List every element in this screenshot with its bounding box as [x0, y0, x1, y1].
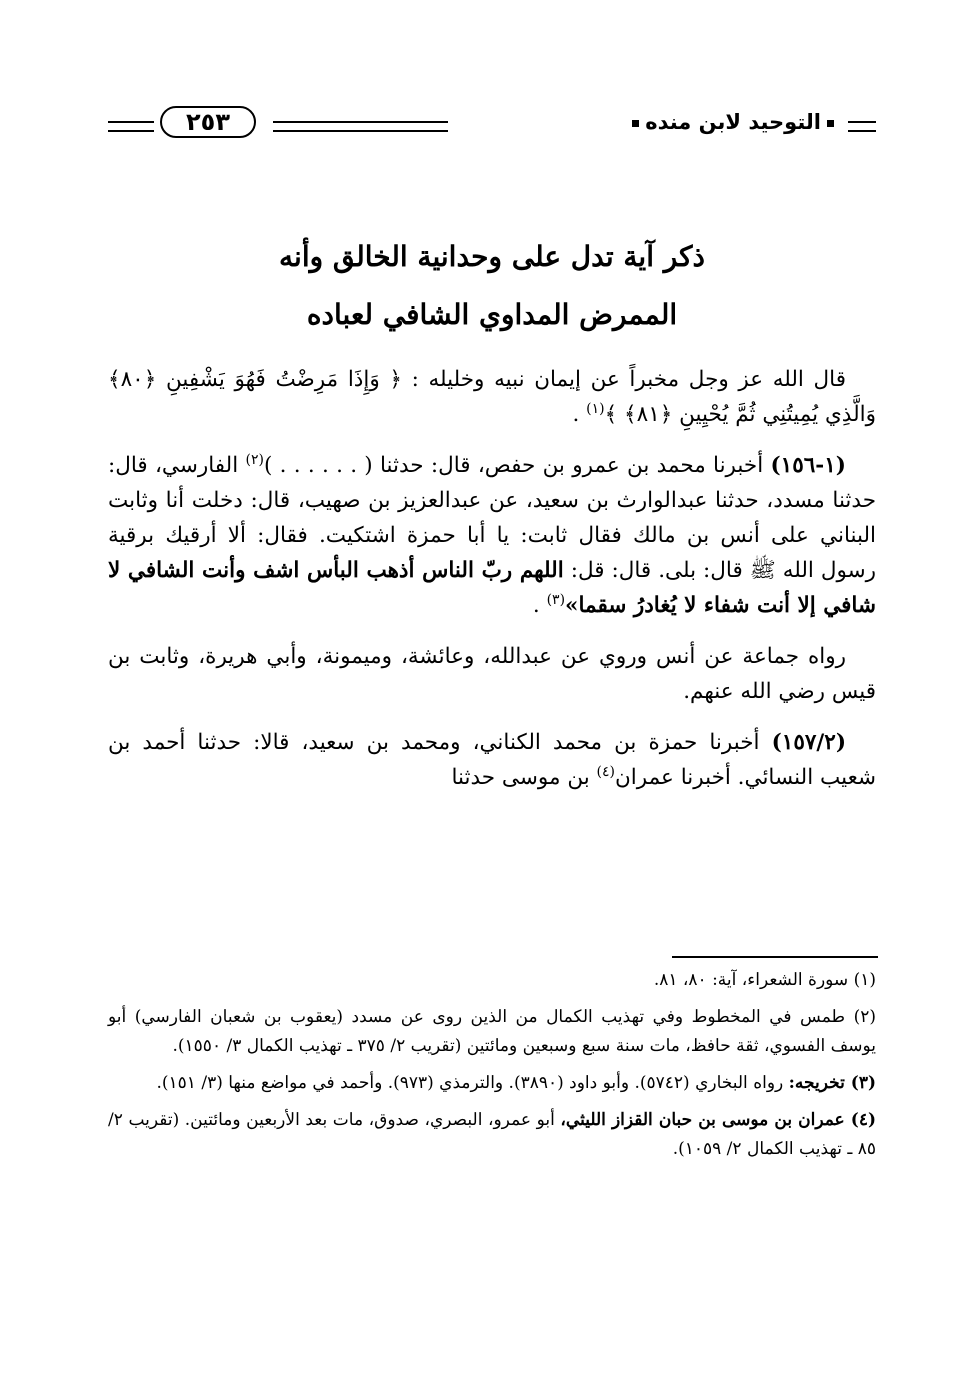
- footnotes: [108, 966, 876, 1172]
- footnote-1: (١) سورة الشعراء، آية: ٨٠، ٨١.: [653, 970, 876, 990]
- footnote-4: [108, 1106, 876, 1164]
- footnote-ref-3: (٣): [546, 591, 566, 608]
- hadith-number-157: (١٥٧/٢): [771, 730, 846, 755]
- footnote-ref-2: (٢): [245, 451, 264, 468]
- footnote-4-label: (٤) عمران بن موسى بن حبان القزاز الليثي،: [560, 1110, 877, 1130]
- intro-end: .: [572, 402, 587, 427]
- book-title: التوحيد لابن منده: [645, 110, 821, 134]
- footnote-2: (٢) طمس في المخطوط وفي تهذيب الكمال من الذين روى عن مسدد (يعقوب بن شعبان الفارسي) أبو يوسف الفسوي، ثقة حافظ، مات سنة سبع وسبعين ومائتين (تقريب ٢/ ٣٧٥ ـ تهذيب الكمال ٣/ ١٥٥٠).: [108, 1007, 876, 1056]
- chapter-title-line-1: ذكر آية تدل على وحدانية الخالق وأنه: [279, 240, 705, 273]
- footnote-3-text: رواه البخاري (٥٧٤٢). وأبو داود (٣٨٩٠). والترمذي (٩٧٣). وأحمد في مواضع منها (٣/ ١٥١).: [156, 1073, 789, 1093]
- footnote-ref-4: (٤): [596, 763, 615, 780]
- intro-text: قال الله عز وجل مخبراً عن إيمان نبيه وخليله : ﴿ وَإِذَا مَرِضْتُ فَهُوَ يَشْفِينِ ﴿٨٠﴾ وَالَّذِي يُمِيتُنِي ثُمَّ يُحْيِينِ ﴿٨١﴾ ﴾: [108, 367, 876, 427]
- hadith-number-156: (١-١٥٦): [770, 453, 846, 478]
- header-rule-left: [108, 121, 154, 132]
- hadith-156-end: .: [532, 593, 547, 618]
- hadith-156: [108, 448, 876, 623]
- footnote-4-text: أبو عمرو، البصري، صدوق، مات بعد الأربعين ومائتين. (تقريب ٢/ ٨٥ ـ تهذيب الكمال ٢/ ١٠٥٩).: [108, 1110, 876, 1159]
- narrators-paragraph: رواه جماعة عن أنس وروي عن عبدالله، وعائشة، وميمونة، وأبي هريرة، وثابت بن قيس رضي الله عنهم.: [108, 644, 876, 704]
- page-number: ٢٥٣: [160, 106, 256, 138]
- chapter-title-line-2: الممرض المداوي الشافي لعباده: [306, 298, 678, 331]
- intro-paragraph: [108, 362, 876, 432]
- square-bullet-icon: [632, 120, 639, 127]
- hadith-157-text-a: أخبرنا حمزة بن محمد الكناني، ومحمد بن سعيد، قالا: حدثنا أحمد بن شعيب النسائي. أخبرنا عمران: [108, 730, 876, 790]
- chapter-title: [108, 228, 876, 344]
- hadith-156-text-b: الفارسي، قال: حدثنا مسدد، حدثنا عبدالوارث بن سعيد، عن عبدالعزيز بن صهيب، قال: دخلت أنا وثابت البناني على أنس بن مالك فقال ثابت: يا أبا حمزة اشتكيت. فقال: ألا أرقيك برقية رسول الله ﷺ قال: بلى. قال: قل:: [108, 453, 876, 583]
- running-title: [626, 110, 840, 134]
- hadith-156-dua: اللهم ربّ الناس أذهب البأس اشف وأنت الشافي لا شافي إلا أنت شفاء لا يُغادرُ سقما»: [108, 558, 876, 618]
- header-rule-middle: [273, 121, 448, 132]
- hadith-157-text-b: بن موسى حدثنا: [451, 765, 597, 790]
- main-text: [108, 362, 876, 811]
- header-rule-right: [848, 121, 876, 132]
- page-header: [108, 104, 876, 144]
- square-bullet-icon: [827, 120, 834, 127]
- footnote-separator: [672, 956, 878, 958]
- hadith-156-text-a: أخبرنا محمد بن عمرو بن حفص، قال: حدثنا ( . . . . . . ): [263, 453, 771, 478]
- footnote-3: [108, 1069, 876, 1098]
- footnote-ref-1: (١): [586, 400, 605, 417]
- hadith-157: [108, 725, 876, 795]
- footnote-3-label: (٣) تخريجه:: [788, 1073, 876, 1093]
